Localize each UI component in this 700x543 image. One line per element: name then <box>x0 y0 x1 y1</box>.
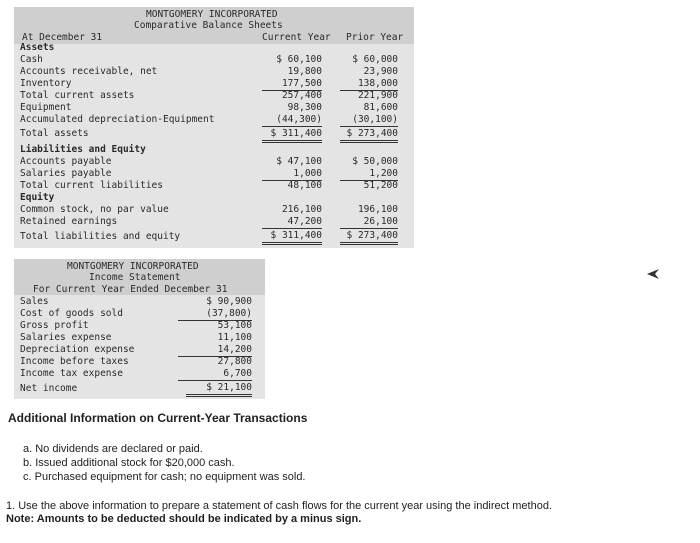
is-row-value: 27,800 <box>217 356 252 367</box>
is-row-value: $ 21,100 <box>186 382 252 397</box>
is-row-value: 53,100 <box>217 320 252 331</box>
bs-row-prior: 138,000 <box>340 78 398 91</box>
bs-liab-prior: 51,200 <box>363 180 398 191</box>
bs-liab-current: 48,100 <box>287 180 322 191</box>
is-row-label: Income tax expense <box>20 368 123 379</box>
bs-liab-heading: Liabilities and Equity <box>20 144 146 155</box>
bs-row-current: 257,400 <box>281 90 322 101</box>
is-row-label: Income before taxes <box>20 356 129 367</box>
bs-equity-prior: 26,100 <box>340 216 398 229</box>
is-row-label: Cost of goods sold <box>20 308 123 319</box>
bs-equity-label: Retained earnings <box>20 216 118 227</box>
bs-equity-prior: $ 273,400 <box>340 230 398 245</box>
bs-liab-prior: $ 50,000 <box>352 156 398 167</box>
bs-row-label: Accounts receivable, net <box>20 66 158 77</box>
question-text: 1. Use the above information to prepare a statement of cash flows for the current year using the indirect method. <box>6 500 553 512</box>
bs-row-current: (44,300) <box>262 114 322 127</box>
bs-equity-label: Total liabilities and equity <box>20 231 181 242</box>
is-row-label: Sales <box>20 296 49 307</box>
is-row-label: Gross profit <box>20 320 89 331</box>
bs-col-current: Current Year <box>262 32 331 43</box>
bs-equity-prior: 196,100 <box>357 204 398 215</box>
bs-row-current: $ 311,400 <box>262 128 322 143</box>
bs-row-prior: 221,900 <box>357 90 398 101</box>
bs-equity-current: $ 311,400 <box>262 230 322 245</box>
additional-heading: Additional Information on Current-Year Transactions <box>8 411 308 425</box>
bs-row-current: 19,800 <box>287 66 322 77</box>
bs-equity-current: 216,100 <box>281 204 322 215</box>
bs-equity-current: 47,200 <box>262 216 322 229</box>
bs-row-current: $ 60,100 <box>276 54 322 65</box>
is-period: For Current Year Ended December 31 <box>33 284 228 295</box>
is-title: Income Statement <box>89 272 181 283</box>
bs-row-prior: (30,100) <box>340 114 398 127</box>
bs-date-label: At December 31 <box>22 32 103 43</box>
bs-equity-label: Common stock, no par value <box>20 204 169 215</box>
bs-row-current: 177,500 <box>262 78 322 91</box>
bs-liab-label: Accounts payable <box>20 156 112 167</box>
bs-row-label: Total assets <box>20 128 89 139</box>
is-row-label: Depreciation expense <box>20 344 135 355</box>
bs-liab-label: Total current liabilities <box>20 180 163 191</box>
bs-liab-label: Salaries payable <box>20 168 112 179</box>
is-row-value: 11,100 <box>217 332 252 343</box>
bs-row-prior: $ 60,000 <box>352 54 398 65</box>
is-row-value: $ 90,900 <box>206 296 252 307</box>
bs-row-prior: 81,600 <box>363 102 398 113</box>
bs-row-label: Equipment <box>20 102 72 113</box>
is-row-value: (37,800) <box>178 308 252 321</box>
additional-item-c: c. Purchased equipment for cash; no equipment was sold. <box>23 471 306 483</box>
is-row-label: Salaries expense <box>20 332 112 343</box>
bs-liab-prior: 1,200 <box>340 168 398 181</box>
bs-equity-heading: Equity <box>20 192 55 203</box>
is-company: MONTGOMERY INCORPORATED <box>67 261 199 272</box>
bs-company: MONTGOMERY INCORPORATED <box>146 9 278 20</box>
additional-item-b: b. Issued additional stock for $20,000 cash. <box>23 457 235 469</box>
bs-liab-current: $ 47,100 <box>276 156 322 167</box>
bs-row-prior: $ 273,400 <box>340 128 398 143</box>
question-note: Note: Amounts to be deducted should be indicated by a minus sign. <box>6 513 362 525</box>
bs-liab-current: 1,000 <box>262 168 322 181</box>
cursor-arrow-icon <box>646 267 660 281</box>
additional-item-a: a. No dividends are declared or paid. <box>23 443 203 455</box>
bs-row-label: Total current assets <box>20 90 135 101</box>
bs-row-label: Accumulated depreciation-Equipment <box>20 114 215 125</box>
bs-row-label: Cash <box>20 54 43 65</box>
bs-col-prior: Prior Year <box>346 32 404 43</box>
is-row-value: 14,200 <box>178 344 252 357</box>
bs-row-prior: 23,900 <box>363 66 398 77</box>
is-row-value: 6,700 <box>178 368 252 381</box>
bs-row-label: Inventory <box>20 78 72 89</box>
is-row-label: Net income <box>20 383 78 394</box>
bs-assets-heading: Assets <box>20 42 55 53</box>
bs-row-current: 98,300 <box>287 102 322 113</box>
bs-title: Comparative Balance Sheets <box>134 20 283 31</box>
